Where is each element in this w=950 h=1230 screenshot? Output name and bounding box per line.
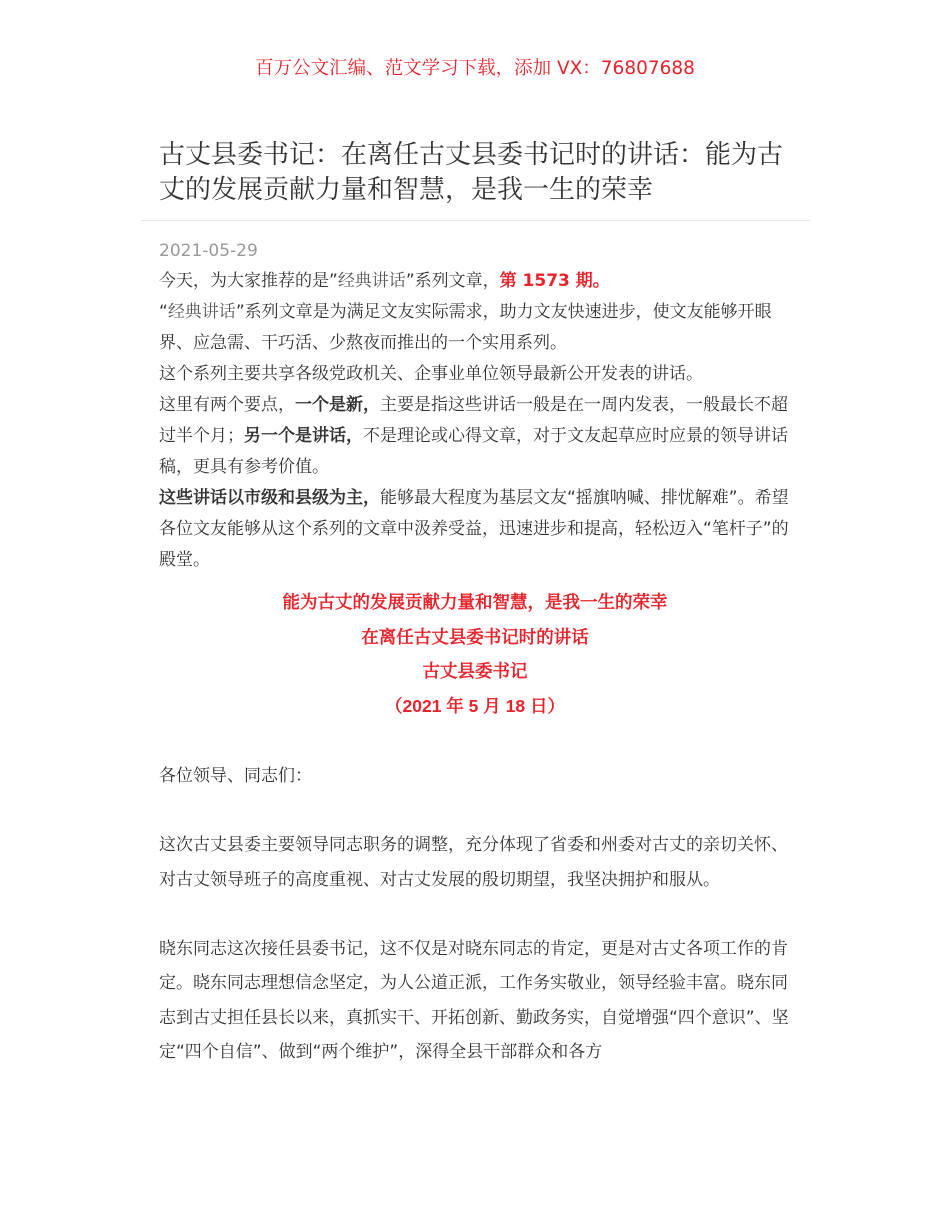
- salutation: 各位领导、同志们：: [159, 766, 312, 786]
- speech-subtitle: 在离任古丈县委书记时的讲话: [361, 626, 589, 647]
- key-point-speech: 另一个是讲话，: [244, 426, 363, 446]
- intro-paragraph-5: [159, 483, 799, 576]
- series-name: 经典讲话: [337, 271, 406, 291]
- series-name: 经典讲话: [167, 302, 236, 322]
- series-intro: [159, 266, 799, 576]
- intro-text: 这里有两个要点，: [159, 395, 295, 415]
- issue-number: 第 1573 期。: [499, 271, 610, 291]
- intro-text: “: [159, 302, 168, 322]
- intro-paragraph-2: [159, 297, 799, 359]
- intro-text: ”系列文章，: [405, 271, 500, 291]
- intro-paragraph-1: [159, 266, 799, 297]
- intro-paragraph-3: 这个系列主要共享各级党政机关、企事业单位领导最新公开发表的讲话。: [159, 364, 703, 384]
- speech-speaker: 古丈县委书记: [422, 661, 528, 681]
- intro-text: 今天，为大家推荐的是”: [159, 271, 338, 291]
- speech-date: （2021 年 5 月 18 日）: [385, 695, 565, 716]
- speech-body: [159, 759, 799, 1104]
- key-point-level: 这些讲话以市级和县级为主，: [159, 488, 380, 508]
- body-paragraph: 这次古丈县委主要领导同志职务的调整，充分体现了省委和州委对古丈的亲切关怀、对古丈领导班子的高度重视、对古丈发展的殷切期望，我坚决拥护和服从。: [159, 835, 788, 890]
- promo-banner: 百万公文汇编、范文学习下载，添加 VX：76807688: [255, 58, 695, 79]
- speech-title: 能为古丈的发展贡献力量和智慧，是我一生的荣幸: [282, 592, 668, 612]
- intro-text: ”系列文章是为满足文友实际需求，助力文友快速进步，使文友能够开眼界、应急需、干巧活、少熬夜而推出的一个实用系列。: [159, 302, 772, 353]
- intro-text: 能够最大程度为基层文友“摇旗呐喊、排忧解难”。希望各位文友能够从这个系列的文章中汲养受益，迅速进步和提高，轻松迈入“笔杆子”的殿堂。: [159, 488, 789, 570]
- speech-header: [0, 587, 950, 725]
- publish-date: 2021-05-29: [159, 241, 258, 261]
- title-divider: [141, 220, 810, 221]
- intro-text: 不是理论或心得文章，对于文友起草应时应景的领导讲话稿，更具有参考价值。: [159, 426, 788, 477]
- key-point-new: 一个是新，: [295, 395, 380, 415]
- body-paragraph: 晓东同志这次接任县委书记，这不仅是对晓东同志的肯定，更是对古丈各项工作的肯定。晓东同志理想信念坚定，为人公道正派，工作务实敬业，领导经验丰富。晓东同志到古丈担任县长以来，真抓实干、开拓创新、勤政务实，自觉增强“四个意识”、坚定“四个自信”、做到“两个维护”，深得全县干部群众和各方: [159, 938, 789, 1062]
- intro-paragraph-4: [159, 390, 799, 483]
- intro-text: 主要是指这些讲话一般是在一周内发表，一般最长不超过半个月；: [159, 395, 788, 446]
- article-title: 古丈县委书记：在离任古丈县委书记时的讲话：能为古丈的发展贡献力量和智慧，是我一生的荣幸: [159, 140, 784, 205]
